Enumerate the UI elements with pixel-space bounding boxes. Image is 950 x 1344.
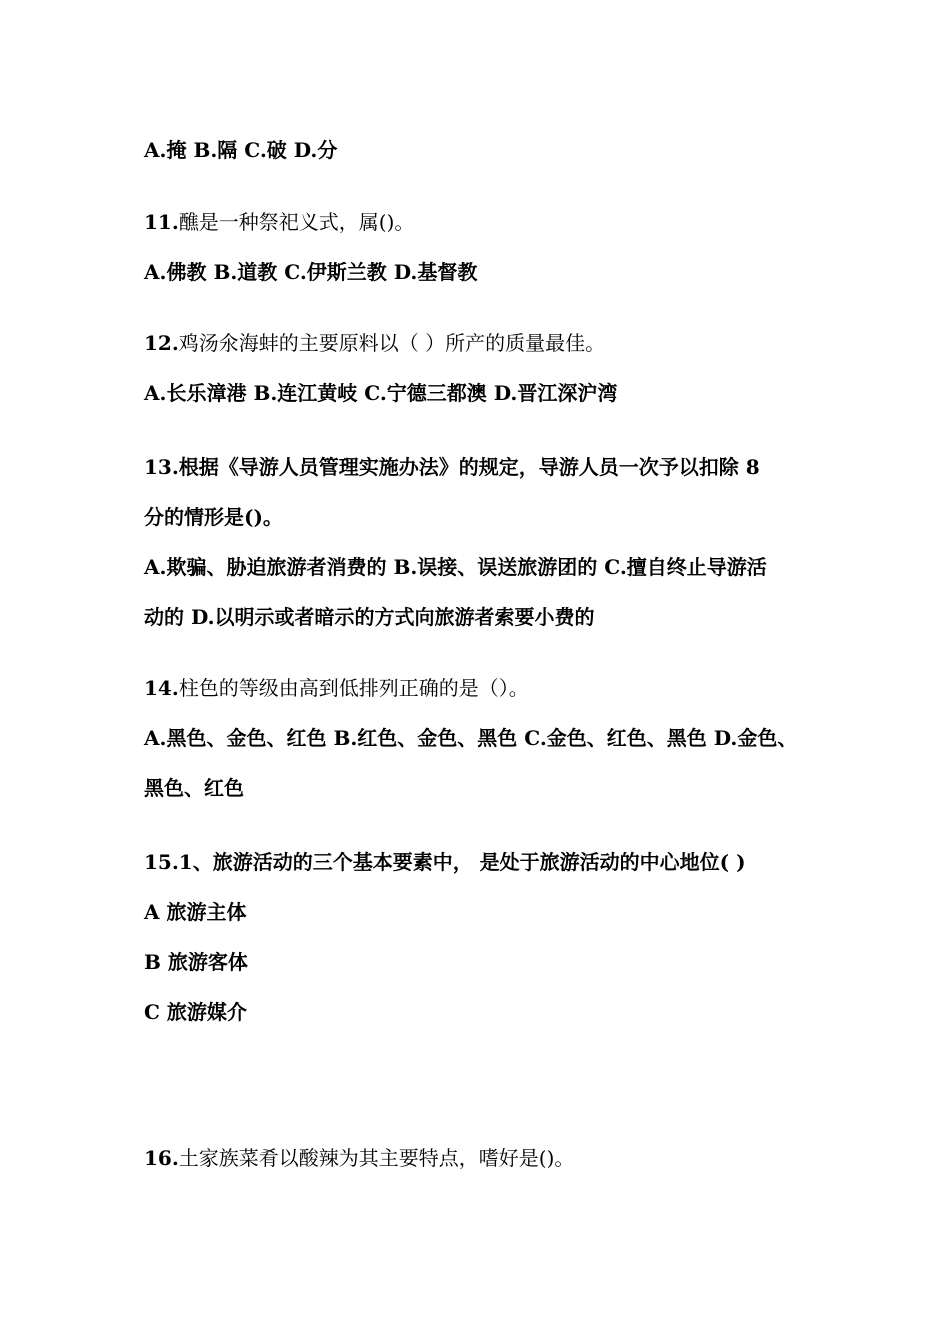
q13-options-line1: A.欺骗、胁迫旅游者消费的 B.误接、误送旅游团的 C.擅自终止导游活 (144, 555, 767, 579)
q11-question (144, 208, 414, 236)
q14-options-line1: A.黑色、金色、红色 B.红色、金色、黑色 C.金色、红色、黑色 D.金色、 (144, 726, 798, 750)
q12-stem: 鸡汤氽海蚌的主要原料以（ ）所产的质量最佳。 (178, 331, 606, 355)
q15-option-a: A 旅游主体 (144, 900, 247, 924)
q13-stem-line2: 分的情形是()。 (144, 505, 283, 529)
q11-stem: 醮是一种祭祀义式，属()。 (178, 210, 415, 234)
q15-option-c: C 旅游媒介 (144, 1000, 247, 1024)
q15-stem: 15.1、旅游活动的三个基本要素中， 是处于旅游活动的中心地位( ) (144, 850, 746, 874)
q13-options-line2: 动的 D.以明示或者暗示的方式向旅游者索要小费的 (144, 605, 595, 629)
q14-stem: 柱色的等级由高到低排列正确的是（）。 (178, 676, 529, 700)
q14-question (144, 674, 529, 702)
q15-option-b: B 旅游客体 (144, 950, 248, 974)
q12-question (144, 329, 605, 357)
q11-number: 11. (144, 210, 179, 234)
q11-options: A.佛教 B.道教 C.伊斯兰教 D.基督教 (144, 260, 478, 284)
q14-options-line2: 黑色、红色 (144, 776, 244, 800)
q12-number: 12. (144, 331, 179, 355)
q14-number: 14. (144, 676, 179, 700)
q13-stem-line1: 13.根据《导游人员管理实施办法》的规定，导游人员一次予以扣除 8 (144, 455, 760, 479)
q16-number: 16. (144, 1146, 179, 1170)
q12-options: A.长乐漳港 B.连江黄岐 C.宁德三都澳 D.晋江深沪湾 (144, 381, 618, 405)
q16-stem: 土家族菜肴以酸辣为其主要特点，嗜好是()。 (178, 1146, 575, 1170)
q16-question (144, 1144, 574, 1172)
q10-options: A.掩 B.隔 C.破 D.分 (144, 138, 338, 162)
